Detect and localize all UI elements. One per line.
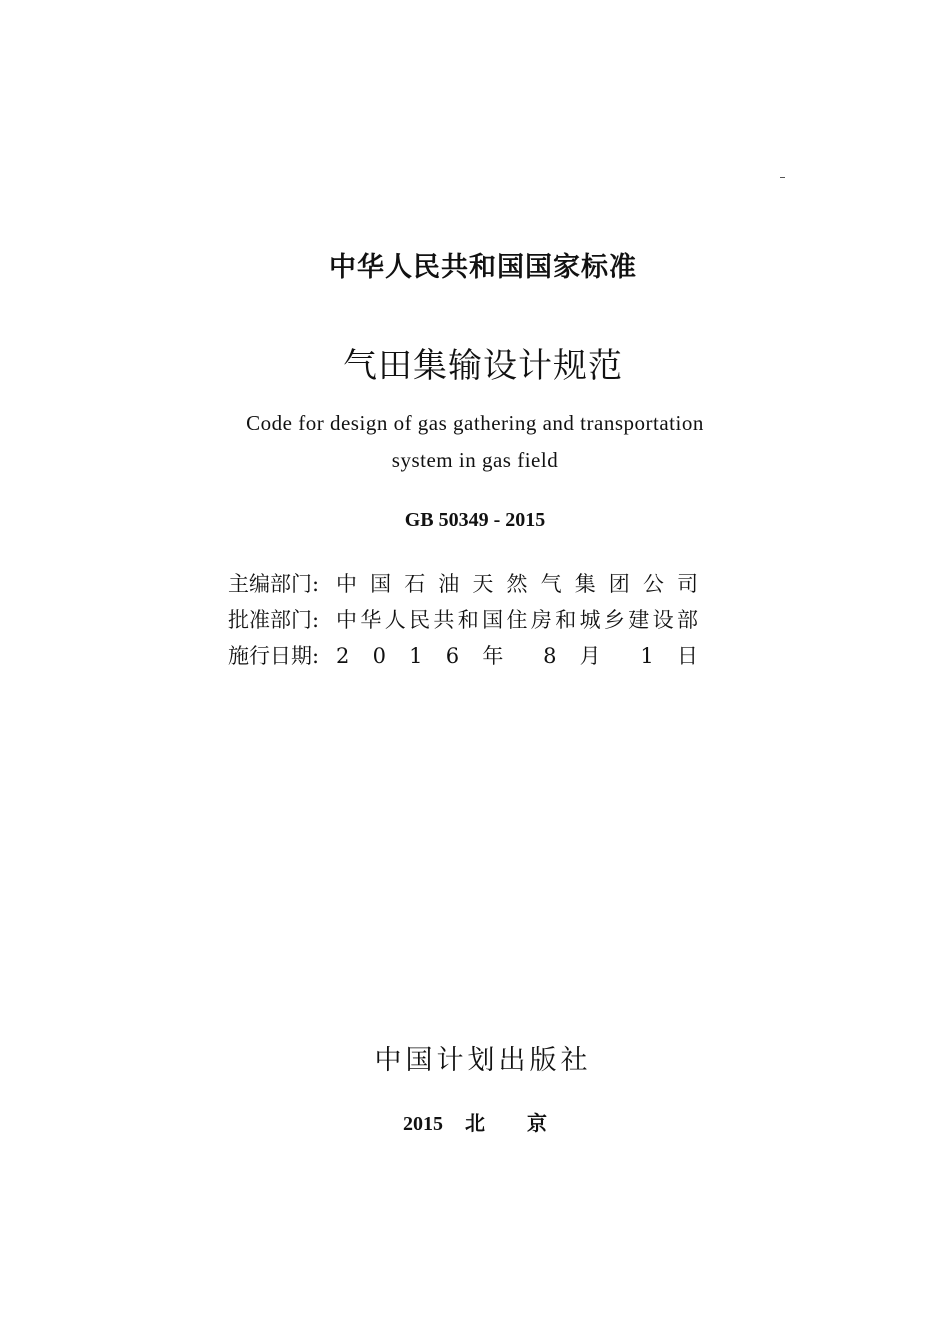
title-english-line-1: Code for design of gas gathering and transportation [246, 411, 704, 435]
effective-date-label: 施行日期: [228, 644, 320, 668]
title-english-line-2: system in gas field [391, 448, 559, 472]
approval-department-label: 批准部门: [228, 608, 320, 632]
publication-year: 2015 [403, 1113, 443, 1135]
publisher-name: 中国计划出版社 [374, 1045, 592, 1076]
approval-department-value: 中华人民共和国住房和城乡建设部 [336, 608, 698, 632]
publication-info [0, 1107, 950, 1136]
approval-department-row [228, 604, 698, 634]
series-title: 中华人民共和国国家标准 [329, 252, 637, 283]
title-chinese: 气田集输设计规范 [343, 346, 623, 386]
editor-department-value: 中 国 石 油 天 然 气 集 团 公 司 [336, 572, 698, 596]
effective-date-row [228, 640, 698, 670]
standard-code: GB 50349 - 2015 [404, 509, 546, 531]
effective-date-value: 2 0 1 6 年 8 月 1 日 [336, 644, 698, 668]
editor-department-label: 主编部门: [228, 572, 320, 596]
editor-department-row [228, 568, 698, 598]
scan-speck [780, 177, 785, 178]
publication-city: 北京 [465, 1111, 589, 1135]
